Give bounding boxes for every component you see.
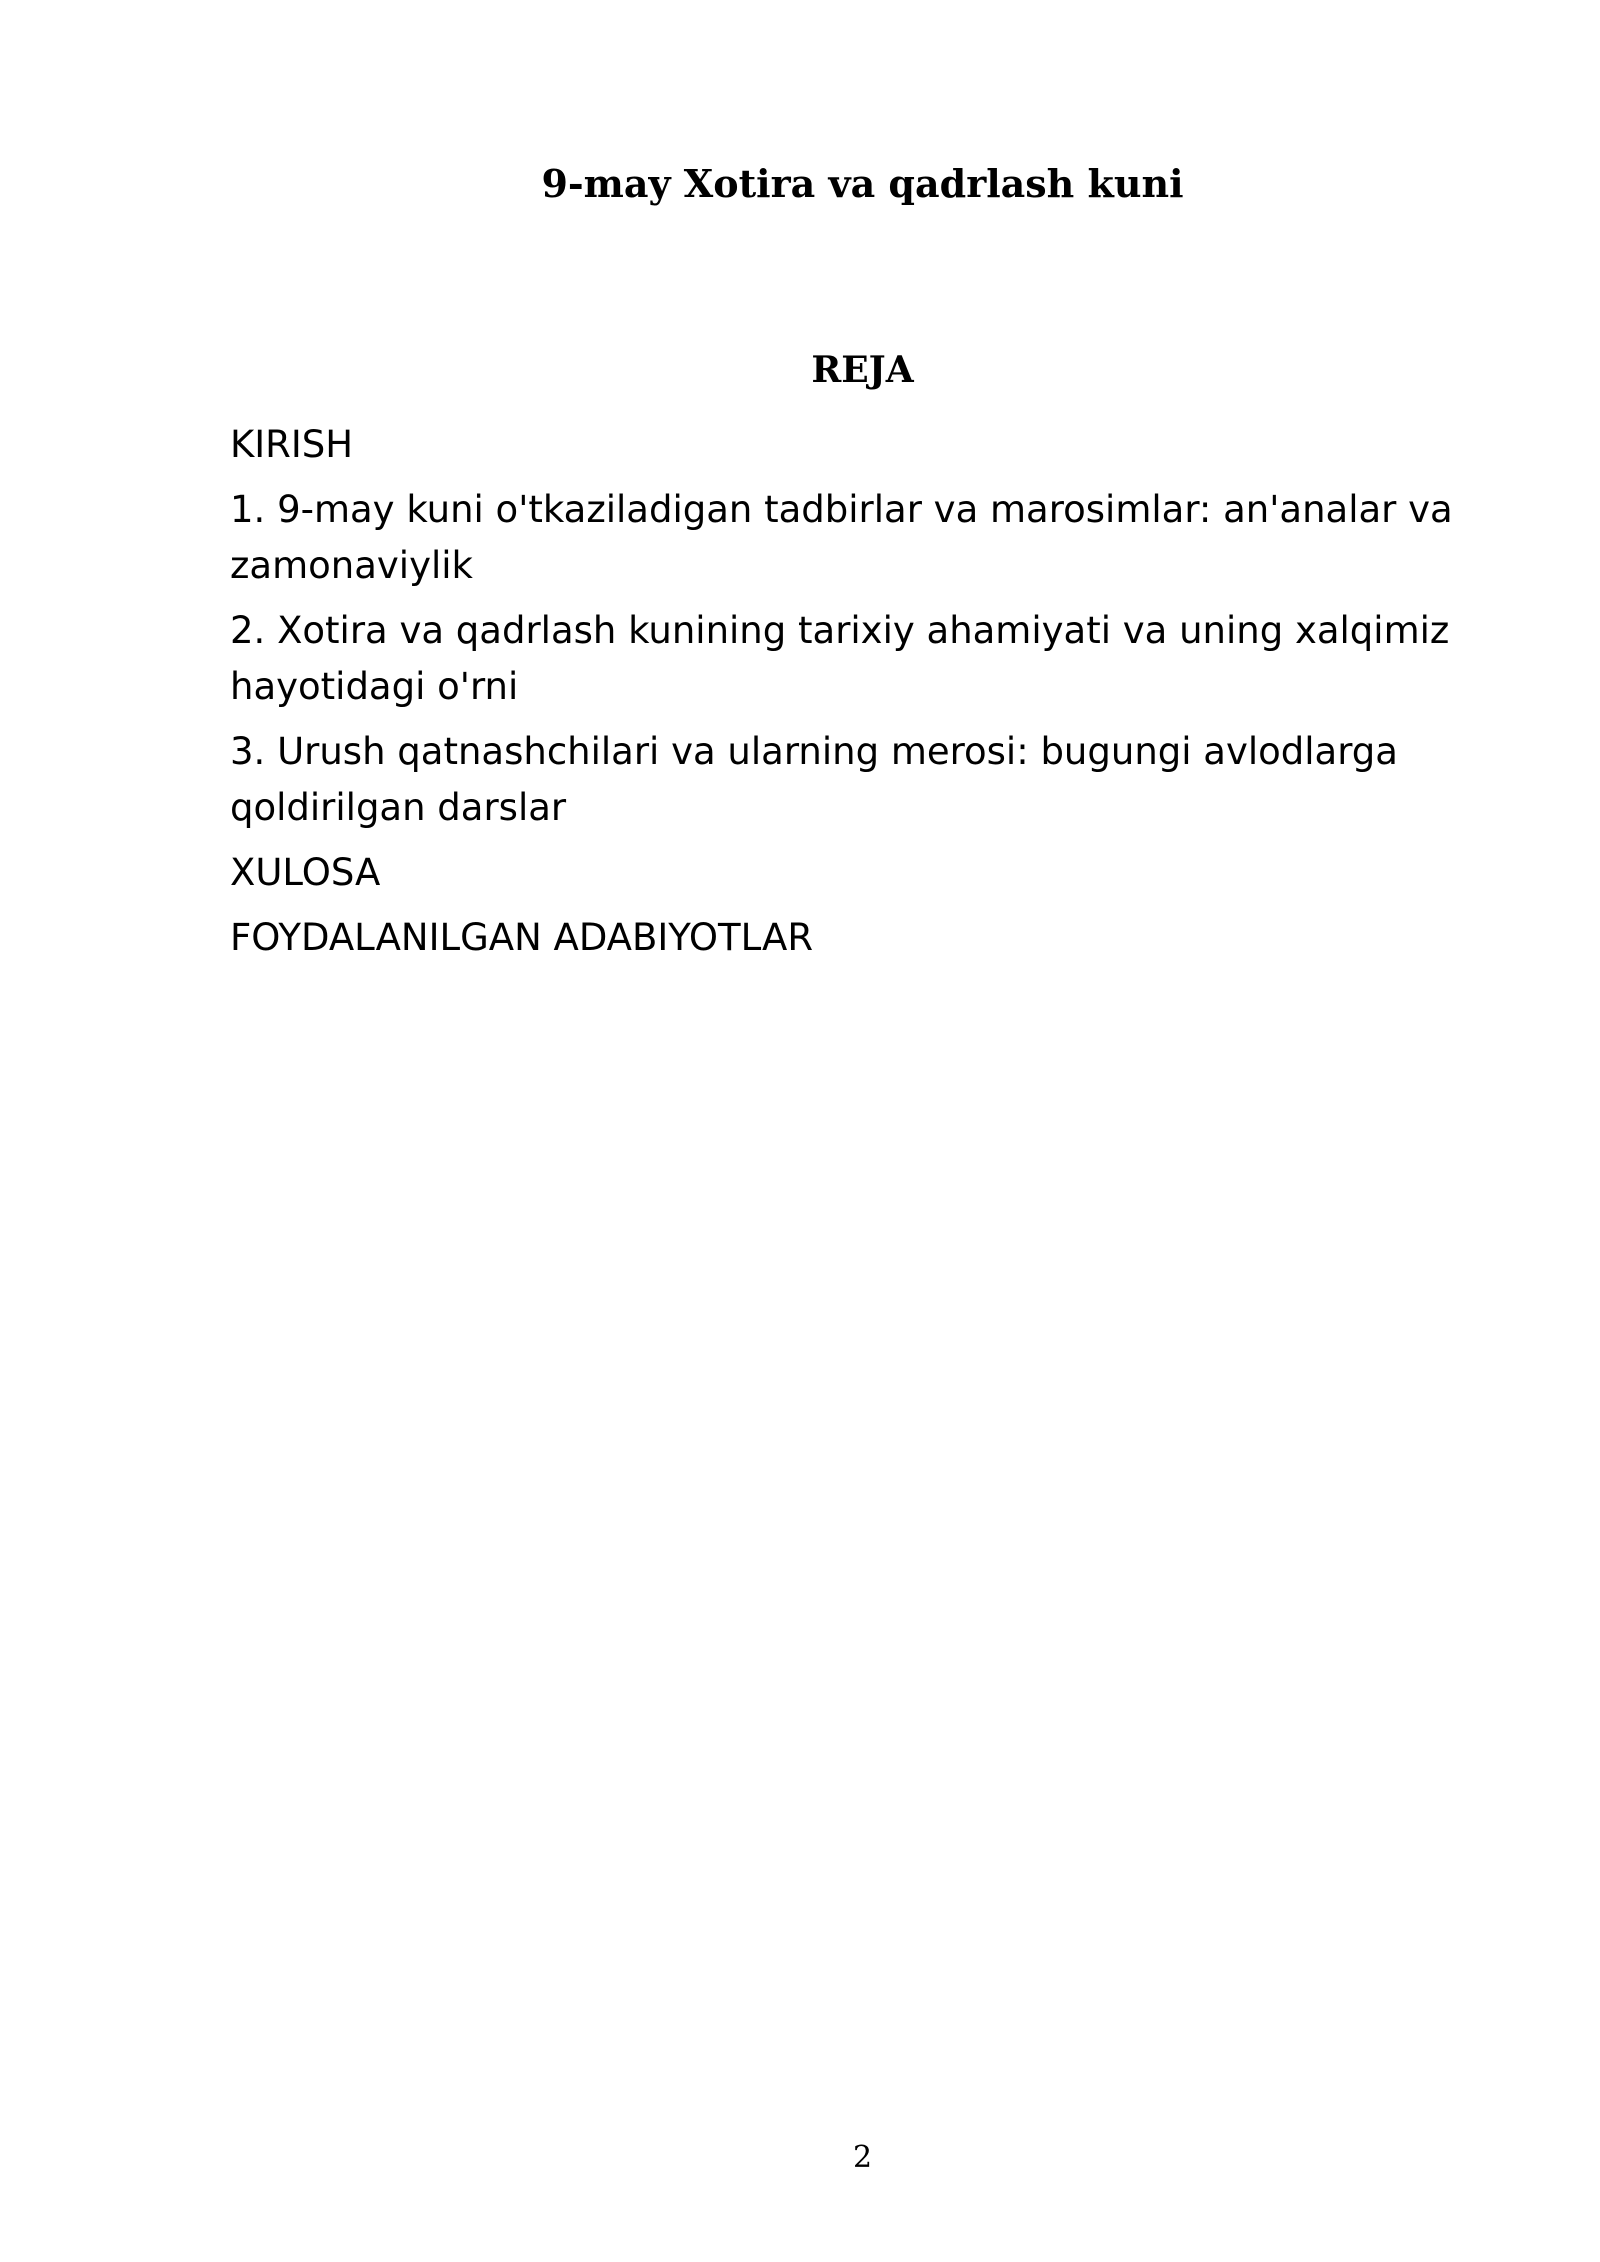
plan-item-2: 2. Xotira va qadrlash kunining tarixiy ahamiyati va uning xalqimiz hayotidagi o'rni	[230, 609, 1450, 708]
plan-heading: REJA	[811, 349, 914, 391]
plan-item-references: FOYDALANILGAN ADABIYOTLAR	[230, 916, 814, 959]
document-title: 9-may Xotira va qadrlash kuni	[541, 161, 1184, 206]
plan-item-1: 1. 9-may kuni o'tkaziladigan tadbirlar va marosimlar: an'analar va zamonaviylik	[230, 488, 1453, 587]
plan-item-3: 3. Urush qatnashchilari va ularning merosi: bugungi avlodlarga qoldirilgan darslar	[230, 730, 1398, 829]
plan-item-conclusion: XULOSA	[230, 851, 381, 894]
plan-item-introduction: KIRISH	[230, 423, 354, 466]
plan-list	[230, 417, 1480, 975]
page-number: 2	[852, 2140, 873, 2175]
